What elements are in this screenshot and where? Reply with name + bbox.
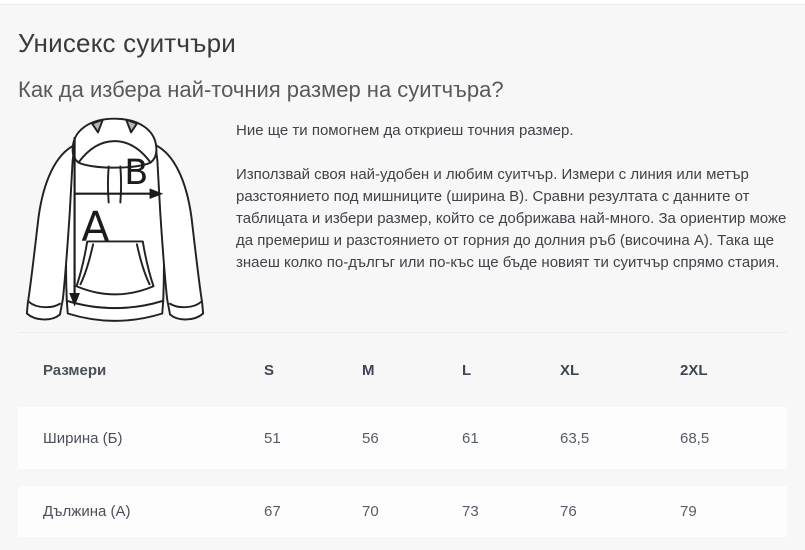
size-table-header-row: [18, 332, 787, 407]
diagram-label-b: B: [124, 151, 149, 193]
diagram-label-a: A: [81, 202, 110, 251]
instructions-text: [236, 108, 787, 332]
header-cell-m: M: [362, 361, 375, 379]
hoodie-measurement-diagram: [10, 108, 220, 332]
value-cell: 76: [560, 503, 577, 520]
value-cell: 73: [462, 503, 479, 520]
value-cell: 56: [362, 429, 379, 447]
value-cell: 70: [362, 503, 379, 520]
header-cell-l: L: [462, 361, 472, 379]
value-cell: 79: [680, 503, 697, 520]
header-cell-xl: XL: [560, 361, 580, 379]
value-cell: 67: [264, 503, 281, 520]
instructions-paragraph: Използвай своя най-удобен и любим суитчър. Измери с линия или метър разстоянието под мишниците (ширина В). Сравни резултата с данните от таблицата и избери размер, който се добрижава най-много. За ориентир може да премериш и разстоянието от горния до долния ръб (височина А). Така ще знаеш колко по-дългъг или по-къс ще бъде новият ти суитчър спрямо стария.: [236, 166, 787, 271]
page-title: Унисекс суитчъри: [18, 28, 236, 58]
value-cell: 63,5: [560, 429, 590, 447]
value-cell: 61: [462, 429, 479, 447]
table-row-length: [18, 486, 787, 537]
top-strip: [0, 0, 805, 5]
header-cell-s: S: [264, 361, 275, 379]
hoodie-illustration: [10, 108, 220, 332]
header-cell-2xl: 2XL: [680, 361, 708, 379]
intro-section: [10, 108, 787, 332]
row-label: Дължина (А): [43, 503, 131, 520]
value-cell: 68,5: [680, 429, 710, 447]
page-subtitle: Как да избера най-точния размер на суитчъра?: [18, 77, 504, 102]
value-cell: 51: [264, 429, 281, 447]
intro-paragraph: Ние ще ти помогнем да откриеш точния размер.: [236, 122, 574, 139]
header-cell-sizes: Размери: [43, 361, 107, 379]
size-table: [18, 332, 787, 537]
row-label: Ширина (Б): [43, 429, 123, 447]
table-row-width: [18, 407, 787, 469]
